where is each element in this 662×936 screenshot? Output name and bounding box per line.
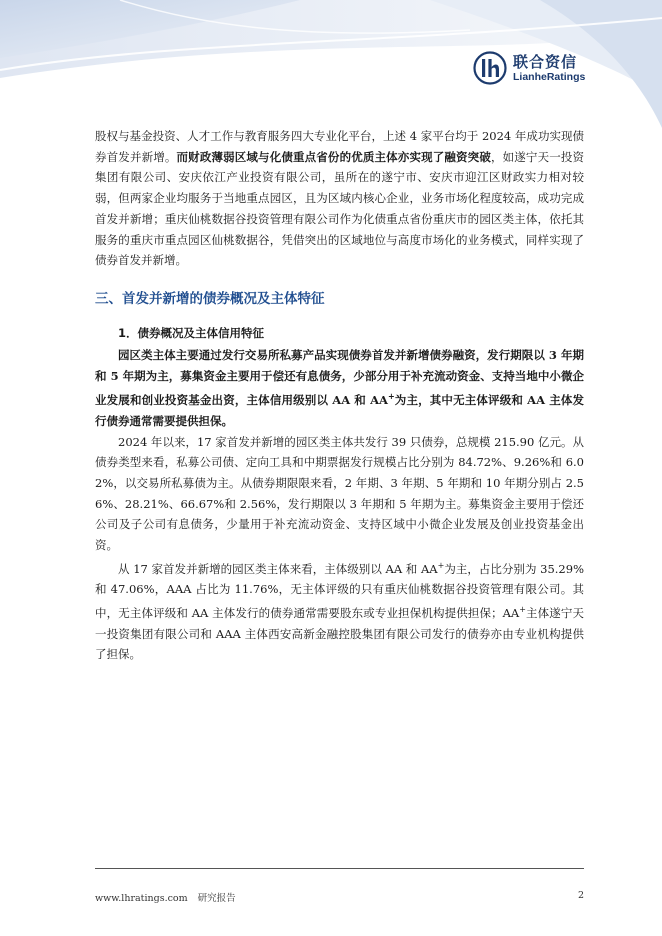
footer-doc-type: 研究报告 [197, 893, 236, 904]
footer-website-link[interactable]: www.lhratings.com [95, 893, 188, 904]
p4-text-2: 为主，占比分别为 35.29%和 47.06%，AAA 占比为 11.76%，无主体评级的只有重庆仙桃数据谷投资管理有限公司。其中，无主体评级和 AA 主体发行的债券通常需要股东或专业担保机构提供担保；AA [95, 561, 584, 620]
p1-bold-text: 而财政薄弱区域与化债重点省份的优质主体亦实现了融资突破 [176, 149, 491, 164]
p2-bold-b: 为主，其中无主体评级和 AA 主体发行债券通常需要提供担保。 [95, 393, 585, 428]
paragraph-bond-issuance: 2024 年以来，17 家首发并新增的园区类主体共发行 39 只债券，总规模 215.90 亿元。从债券类型来看，私募公司债、定向工具和中期票据发行规模占比分别为 84.72%、9.26%和 6.02%，以交易所私募债为主。从债券期限限来看，2 年期、3 年期、5 年期和 10 年期分别占 2.56%、28.21%、66.67%和 2.56%，发行期限以 3 年期和 5 年期为主。募集资金主要用于偿还公司及子公司有息债务，少量用于补充流动资金、支持区域中小微企业发展及创业投资基金出资。 [95, 434, 584, 553]
p2-bold-a: 园区类主体主要通过发行交易所私募产品实现债券首发并新增债券融资，发行期限以 3 年期和 5 年期为主，募集资金主要用于偿还有息债务，少部分用于补充流动资金、支持当地中小微企业发展和创业投资基金出资，主体信用级别以 AA 和 AA [95, 347, 584, 408]
p4-text-3: 主体遂宁天一投资集团有限公司和 AAA 主体西安高新金融控股集团有限公司发行的债券亦由专业机构提供了担保。 [95, 605, 585, 662]
p2-superscript: + [387, 391, 395, 402]
main-content [95, 126, 584, 665]
p4-text-1: 从 17 家首发并新增的园区类主体来看，主体级别以 AA 和 AA [118, 561, 438, 576]
company-logo [473, 50, 585, 86]
p4-superscript-1: + [437, 560, 445, 570]
lianhe-logo-icon [473, 51, 507, 85]
logo-english-name: LianheRatings [513, 70, 586, 83]
page-number: 2 [577, 890, 584, 901]
logo-chinese-name: 联合资信 [513, 52, 578, 71]
paragraph-credit-rating [95, 556, 584, 665]
sub-heading-1: 1．债券概况及主体信用特征 [118, 325, 265, 340]
p1-text-1: 股权与基金投资、人才工作与教育服务四大专业化平台，上述 4 家平台均于 2024 年成功实现债券首发并新增。 [95, 129, 584, 164]
paragraph-summary [95, 345, 584, 432]
footer-divider [95, 868, 584, 869]
footer-left [95, 890, 246, 904]
section-heading-3: 三、首发并新增的债券概况及主体特征 [95, 290, 325, 307]
p4-superscript-2: + [519, 605, 526, 615]
paragraph-platforms [95, 126, 584, 271]
p1-text-2: ，如遂宁天一投资集团有限公司、安庆依江产业投资有限公司，虽所在的遂宁市、安庆市迎江区财政实力相对较弱，但两家企业均服务于当地重点园区，且为区域内核心企业，业务市场化程度较高，成功完成首发并新增；重庆仙桃数据谷投资管理有限公司作为化债重点省份重庆市的园区类主体，依托其服务的重庆市重点园区仙桃数据谷，凭借突出的区域地位与高度市场化的业务模式，同样实现了债券首发并新增。 [95, 149, 585, 268]
